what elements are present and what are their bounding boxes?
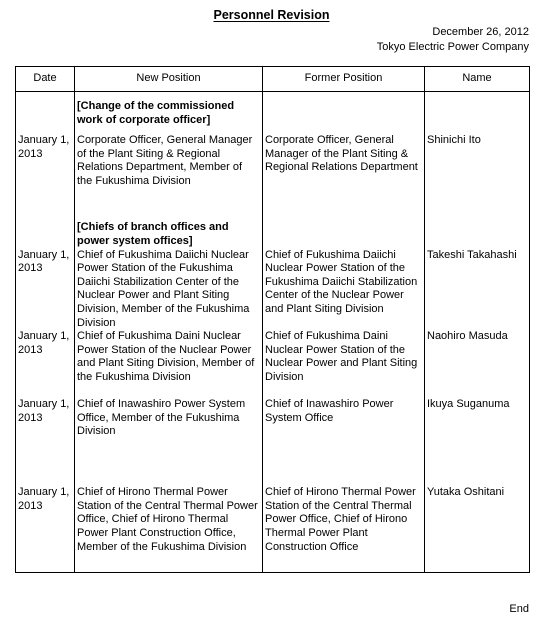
- end-marker: End: [509, 603, 529, 615]
- date-cell: January 1, 2013: [16, 486, 75, 573]
- company-name: Tokyo Electric Power Company: [376, 41, 529, 53]
- date-cell: January 1, 2013: [16, 330, 75, 398]
- document-date: December 26, 2012: [432, 26, 529, 38]
- personnel-table: [15, 66, 530, 573]
- date-cell: January 1, 2013: [16, 398, 75, 486]
- new-position-cell: Chief of Inawashiro Power System Office, Member of the Fukushima Division: [75, 398, 263, 486]
- former-position-cell: Chief of Inawashiro Power System Office: [263, 398, 425, 486]
- table-row: [16, 134, 530, 188]
- new-position-cell: Chief of Hirono Thermal Power Station of the Central Thermal Power Office, Chief of Hirono Thermal Power Plant Construction Office, Member of the Fukushima Division: [75, 486, 263, 573]
- name-cell: Shinichi Ito: [425, 134, 530, 188]
- header-name: Name: [425, 67, 530, 92]
- table-row: [16, 398, 530, 486]
- name-cell: Naohiro Masuda: [425, 330, 530, 398]
- former-position-cell: Chief of Fukushima Daiichi Nuclear Power Station of the Fukushima Daiichi Stabilization Center of the Nuclear Power and Plant Siting Division: [263, 249, 425, 331]
- header-former-position: Former Position: [263, 67, 425, 92]
- new-position-cell: Chief of Fukushima Daini Nuclear Power Station of the Nuclear Power and Plant Siting Division, Member of the Fukushima Division: [75, 330, 263, 398]
- name-cell: Takeshi Takahashi: [425, 249, 530, 331]
- table-row: [16, 249, 530, 331]
- former-position-cell: Chief of Hirono Thermal Power Station of the Central Thermal Power Office, Chief of Hirono Thermal Power Plant Construction Office: [263, 486, 425, 573]
- spacer-row: [16, 188, 530, 221]
- section-heading-commissioned-work: [Change of the commissioned work of corporate officer]: [77, 100, 235, 126]
- new-position-cell: Corporate Officer, General Manager of the Plant Siting & Regional Relations Department, Member of the Fukushima Division: [75, 134, 263, 188]
- name-cell: Ikuya Suganuma: [425, 398, 530, 486]
- name-cell: Yutaka Oshitani: [425, 486, 530, 573]
- date-cell: January 1, 2013: [16, 134, 75, 188]
- spacer-row: [16, 92, 530, 101]
- new-position-cell: Chief of Fukushima Daiichi Nuclear Power Station of the Fukushima Daiichi Stabilization Center of the Nuclear Power and Plant Siting Division, Member of the Fukushima Division: [75, 249, 263, 331]
- document-title: Personnel Revision: [213, 8, 330, 22]
- table-row: [16, 330, 530, 398]
- former-position-cell: Corporate Officer, General Manager of the Plant Siting & Regional Relations Department: [263, 134, 425, 188]
- table-header-row: [16, 67, 530, 92]
- former-position-cell: Chief of Fukushima Daini Nuclear Power Station of the Nuclear Power and Plant Siting Division: [263, 330, 425, 398]
- section-heading-row: [16, 100, 530, 134]
- header-new-position: New Position: [75, 67, 263, 92]
- date-cell: January 1, 2013: [16, 249, 75, 331]
- header-date: Date: [16, 67, 75, 92]
- table-row: [16, 486, 530, 573]
- section-heading-row: [16, 221, 530, 248]
- section-heading-branch-offices: [Chiefs of branch offices and power system offices]: [77, 221, 229, 247]
